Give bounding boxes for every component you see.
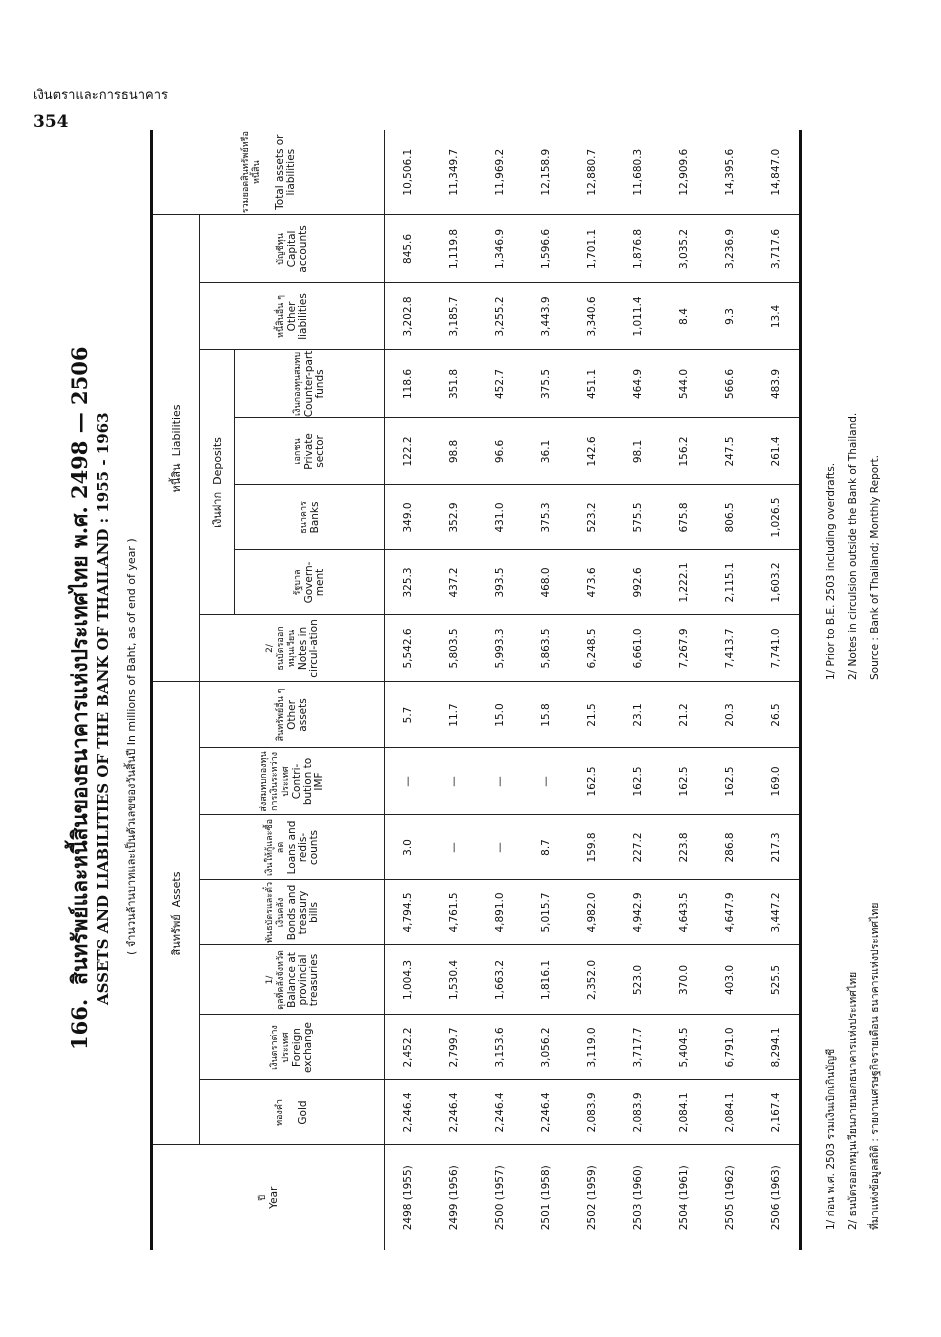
cell-year: 2501 (1958) xyxy=(540,1165,552,1231)
source-th: ที่มาแห่งข้อมูลสถิติ : รายงานเศรษฐกิจรายเดือน ธนาคารแห่งประเทศไทย xyxy=(869,902,881,1230)
cell-other-liabilities: 3,255.2 xyxy=(477,283,523,350)
cell-other-liabilities: 1,011.4 xyxy=(615,283,661,350)
cell-balance-provincial: 523.0 xyxy=(615,945,661,1015)
cell-counterpart: 451.1 xyxy=(569,350,615,418)
cell-private: 36.1 xyxy=(523,418,569,485)
cell-private: 98.1 xyxy=(615,418,661,485)
cell-gold: 2,246.4 xyxy=(385,1080,432,1145)
cell-bonds: 3,447.2 xyxy=(753,880,801,945)
cell-imf: — xyxy=(523,748,569,815)
cell-foreign-exchange: 8,294.1 xyxy=(753,1015,801,1080)
cell-banks: 575.5 xyxy=(615,485,661,550)
cell-counterpart: 351.8 xyxy=(431,350,477,418)
cell-balance-provincial: 2,352.0 xyxy=(569,945,615,1015)
cell-counterpart: 464.9 xyxy=(615,350,661,418)
cell-bonds: 4,643.5 xyxy=(661,880,707,945)
cell-year: 2502 (1959) xyxy=(586,1165,598,1231)
cell-government: 393.5 xyxy=(477,550,523,615)
cell-year: 2503 (1960) xyxy=(632,1165,644,1231)
header-balance-provincial: 1/ ดุลที่คลังจังหวัด Balance at provincial treasuries xyxy=(200,945,385,1015)
header-assets-group: สินทรัพย์ Assets xyxy=(152,682,200,1145)
cell-capital: 1,346.9 xyxy=(477,215,523,283)
header-bonds: พันธบัตรและตั๋วเงินคลัง Bonds and treasury bills xyxy=(200,880,385,945)
header-liabilities-group: หนี้สิน Liabilities xyxy=(152,215,200,682)
cell-private: 96.6 xyxy=(477,418,523,485)
cell-total: 12,880.7 xyxy=(569,130,615,215)
cell-foreign-exchange: 3,153.6 xyxy=(477,1015,523,1080)
footnote-th-2: 2/ ธนบัตรออกหมุนเวียนภายนอกธนาคารแห่งประเทศไทย xyxy=(847,971,859,1230)
cell-loans: 3.0 xyxy=(385,815,432,880)
cell-other-assets: 26.5 xyxy=(753,682,801,748)
title-thai-text: สินทรัพย์และหนี้สินของธนาคารแห่งประเทศไทย พ.ศ. 2498 — 2506 xyxy=(67,346,92,985)
cell-bonds: 4,942.9 xyxy=(615,880,661,945)
cell-private: 98.8 xyxy=(431,418,477,485)
cell-notes: 6,248.5 xyxy=(569,615,615,682)
cell-total: 12,158.9 xyxy=(523,130,569,215)
cell-balance-provincial: 403.0 xyxy=(707,945,753,1015)
table-row xyxy=(477,130,523,1250)
cell-year: 2499 (1956) xyxy=(448,1165,460,1231)
cell-balance-provincial: 1,816.1 xyxy=(523,945,569,1015)
table-row xyxy=(523,130,569,1250)
cell-counterpart: 375.5 xyxy=(523,350,569,418)
cell-balance-provincial: 370.0 xyxy=(661,945,707,1015)
cell-banks: 349.0 xyxy=(385,485,432,550)
cell-total: 10,506.1 xyxy=(385,130,432,215)
cell-year: 2500 (1957) xyxy=(494,1165,506,1231)
cell-foreign-exchange: 6,791.0 xyxy=(707,1015,753,1080)
cell-notes: 5,993.3 xyxy=(477,615,523,682)
table-row xyxy=(431,130,477,1250)
cell-loans: 223.8 xyxy=(661,815,707,880)
cell-other-liabilities: 3,202.8 xyxy=(385,283,432,350)
header-capital: บัญชีทุน Capital accounts xyxy=(200,215,385,283)
cell-banks: 523.2 xyxy=(569,485,615,550)
assets-liabilities-table xyxy=(150,130,802,1250)
cell-private: 261.4 xyxy=(753,418,801,485)
header-imf: ส่งสมทบกองทุนการเงินระหว่างประเทศ Contri-bution to IMF xyxy=(200,748,385,815)
cell-gold: 2,084.1 xyxy=(661,1080,707,1145)
cell-government: 2,115.1 xyxy=(707,550,753,615)
header-deposits-group: เงินฝาก Deposits xyxy=(200,350,235,615)
cell-gold: 2,084.1 xyxy=(707,1080,753,1145)
cell-other-liabilities: 8.4 xyxy=(661,283,707,350)
cell-imf: — xyxy=(385,748,432,815)
cell-balance-provincial: 525.5 xyxy=(753,945,801,1015)
header-foreign-exchange: เงินตราต่างประเทศ Foreign exchange xyxy=(200,1015,385,1080)
cell-imf: 169.0 xyxy=(753,748,801,815)
cell-notes: 7,741.0 xyxy=(753,615,801,682)
subtitle-units: ( จำนวนล้านบาทและเป็นตัวเลขของวันสิ้นปี In millions of Baht, as of end of year ) xyxy=(125,538,138,955)
cell-other-assets: 21.5 xyxy=(569,682,615,748)
table-row xyxy=(615,130,661,1250)
cell-other-assets: 20.3 xyxy=(707,682,753,748)
cell-loans: 227.2 xyxy=(615,815,661,880)
cell-government: 468.0 xyxy=(523,550,569,615)
table-row xyxy=(753,130,801,1250)
cell-government: 437.2 xyxy=(431,550,477,615)
header-year: ปี Year xyxy=(152,1145,385,1250)
cell-loans: 286.8 xyxy=(707,815,753,880)
cell-counterpart: 118.6 xyxy=(385,350,432,418)
cell-notes: 5,863.5 xyxy=(523,615,569,682)
cell-foreign-exchange: 5,404.5 xyxy=(661,1015,707,1080)
cell-gold: 2,246.4 xyxy=(431,1080,477,1145)
cell-other-assets: 11.7 xyxy=(431,682,477,748)
footnote-en-2: 2/ Notes in circulsion outside the Bank of Thailand. xyxy=(847,412,859,680)
cell-notes: 7,267.9 xyxy=(661,615,707,682)
running-head: เงินตราและการธนาคาร xyxy=(33,88,168,103)
cell-capital: 845.6 xyxy=(385,215,432,283)
table-body xyxy=(385,130,801,1250)
table-number: 166. xyxy=(67,998,92,1050)
cell-government: 473.6 xyxy=(569,550,615,615)
cell-banks: 352.9 xyxy=(431,485,477,550)
cell-banks: 431.0 xyxy=(477,485,523,550)
cell-imf: 162.5 xyxy=(661,748,707,815)
cell-capital: 3,035.2 xyxy=(661,215,707,283)
cell-other-liabilities: 3,443.9 xyxy=(523,283,569,350)
cell-government: 992.6 xyxy=(615,550,661,615)
cell-counterpart: 566.6 xyxy=(707,350,753,418)
cell-loans: 159.8 xyxy=(569,815,615,880)
cell-bonds: 4,647.9 xyxy=(707,880,753,945)
cell-gold: 2,246.4 xyxy=(477,1080,523,1145)
cell-capital: 3,236.9 xyxy=(707,215,753,283)
cell-private: 156.2 xyxy=(661,418,707,485)
header-other-liabilities: หนี้สินอื่น ๆ Other liabilities xyxy=(200,283,385,350)
cell-foreign-exchange: 2,452.2 xyxy=(385,1015,432,1080)
cell-loans: 8.7 xyxy=(523,815,569,880)
header-gold: ทองคำ Gold xyxy=(200,1080,385,1145)
cell-counterpart: 544.0 xyxy=(661,350,707,418)
header-other-assets: สินทรัพย์อื่น ๆ Other assets xyxy=(200,682,385,748)
cell-bonds: 4,982.0 xyxy=(569,880,615,945)
page-number: 354 xyxy=(33,112,69,132)
cell-capital: 1,596.6 xyxy=(523,215,569,283)
cell-other-assets: 21.2 xyxy=(661,682,707,748)
cell-imf: 162.5 xyxy=(707,748,753,815)
header-counterpart: เงินกองทุนสมทบ Counter-part funds xyxy=(235,350,385,418)
footnote-en-1: 1/ Prior to B.E. 2503 including overdrafts. xyxy=(825,462,837,680)
title-thai xyxy=(64,110,97,1050)
cell-imf: 162.5 xyxy=(615,748,661,815)
cell-year: 2498 (1955) xyxy=(402,1165,414,1231)
cell-foreign-exchange: 2,799.7 xyxy=(431,1015,477,1080)
cell-notes: 5,803.5 xyxy=(431,615,477,682)
cell-counterpart: 483.9 xyxy=(753,350,801,418)
cell-gold: 2,246.4 xyxy=(523,1080,569,1145)
footnote-th-1: 1/ ก่อน พ.ศ. 2503 รวมเงินเบิกเกินบัญชี xyxy=(825,1048,837,1230)
title-english: ASSETS AND LIABILITIES OF THE BANK OF THAILAND : 1955 - 1963 xyxy=(94,412,112,1005)
cell-government: 325.3 xyxy=(385,550,432,615)
header-total: รวมยอดสินทรัพย์หรือหนี้สิน Total assets or liabilities xyxy=(152,130,385,215)
cell-year: 2504 (1961) xyxy=(678,1165,690,1231)
cell-total: 14,847.0 xyxy=(753,130,801,215)
cell-banks: 375.3 xyxy=(523,485,569,550)
cell-other-liabilities: 3,340.6 xyxy=(569,283,615,350)
table-row xyxy=(661,130,707,1250)
cell-gold: 2,083.9 xyxy=(569,1080,615,1145)
header-loans: เงินให้กู้และซื้อลด Loans and redis-counts xyxy=(200,815,385,880)
cell-bonds: 4,794.5 xyxy=(385,880,432,945)
footnotes-thai xyxy=(820,903,886,1230)
cell-loans: — xyxy=(431,815,477,880)
cell-total: 11,680.3 xyxy=(615,130,661,215)
cell-notes: 7,413.7 xyxy=(707,615,753,682)
cell-year: 2505 (1962) xyxy=(724,1165,736,1231)
cell-loans: — xyxy=(477,815,523,880)
cell-balance-provincial: 1,530.4 xyxy=(431,945,477,1015)
cell-private: 122.2 xyxy=(385,418,432,485)
cell-banks: 806.5 xyxy=(707,485,753,550)
cell-other-assets: 5.7 xyxy=(385,682,432,748)
cell-other-assets: 15.8 xyxy=(523,682,569,748)
cell-gold: 2,167.4 xyxy=(753,1080,801,1145)
cell-private: 142.6 xyxy=(569,418,615,485)
footnotes-english xyxy=(820,413,886,680)
cell-foreign-exchange: 3,717.7 xyxy=(615,1015,661,1080)
cell-other-liabilities: 9.3 xyxy=(707,283,753,350)
source-en: Source : Bank of Thailand; Monthly Report. xyxy=(869,455,881,680)
cell-notes: 5,542.6 xyxy=(385,615,432,682)
cell-year: 2506 (1963) xyxy=(770,1165,782,1231)
table-row xyxy=(569,130,615,1250)
cell-counterpart: 452.7 xyxy=(477,350,523,418)
cell-bonds: 5,015.7 xyxy=(523,880,569,945)
cell-bonds: 4,891.0 xyxy=(477,880,523,945)
table-row xyxy=(707,130,753,1250)
cell-gold: 2,083.9 xyxy=(615,1080,661,1145)
cell-total: 12,909.6 xyxy=(661,130,707,215)
cell-other-liabilities: 13.4 xyxy=(753,283,801,350)
cell-balance-provincial: 1,004.3 xyxy=(385,945,432,1015)
cell-private: 247.5 xyxy=(707,418,753,485)
cell-capital: 1,701.1 xyxy=(569,215,615,283)
cell-other-assets: 23.1 xyxy=(615,682,661,748)
header-government: รัฐบาล Govern-ment xyxy=(235,550,385,615)
cell-imf: — xyxy=(477,748,523,815)
cell-banks: 1,026.5 xyxy=(753,485,801,550)
cell-foreign-exchange: 3,119.0 xyxy=(569,1015,615,1080)
cell-balance-provincial: 1,663.2 xyxy=(477,945,523,1015)
cell-total: 11,969.2 xyxy=(477,130,523,215)
cell-government: 1,222.1 xyxy=(661,550,707,615)
cell-imf: — xyxy=(431,748,477,815)
cell-total: 11,349.7 xyxy=(431,130,477,215)
cell-total: 14,395.6 xyxy=(707,130,753,215)
title-block xyxy=(64,110,138,1050)
header-notes: 2/ ธนบัตรออกหมุนเวียน Notes in circul-ation xyxy=(200,615,385,682)
cell-government: 1,603.2 xyxy=(753,550,801,615)
cell-imf: 162.5 xyxy=(569,748,615,815)
cell-notes: 6,661.0 xyxy=(615,615,661,682)
table-row xyxy=(385,130,432,1250)
cell-other-liabilities: 3,185.7 xyxy=(431,283,477,350)
cell-banks: 675.8 xyxy=(661,485,707,550)
cell-bonds: 4,761.5 xyxy=(431,880,477,945)
cell-loans: 217.3 xyxy=(753,815,801,880)
cell-capital: 1,119.8 xyxy=(431,215,477,283)
cell-foreign-exchange: 3,056.2 xyxy=(523,1015,569,1080)
header-private: เอกชน Private sector xyxy=(235,418,385,485)
header-banks: ธนาคาร Banks xyxy=(235,485,385,550)
cell-capital: 1,876.8 xyxy=(615,215,661,283)
cell-other-assets: 15.0 xyxy=(477,682,523,748)
cell-capital: 3,717.6 xyxy=(753,215,801,283)
